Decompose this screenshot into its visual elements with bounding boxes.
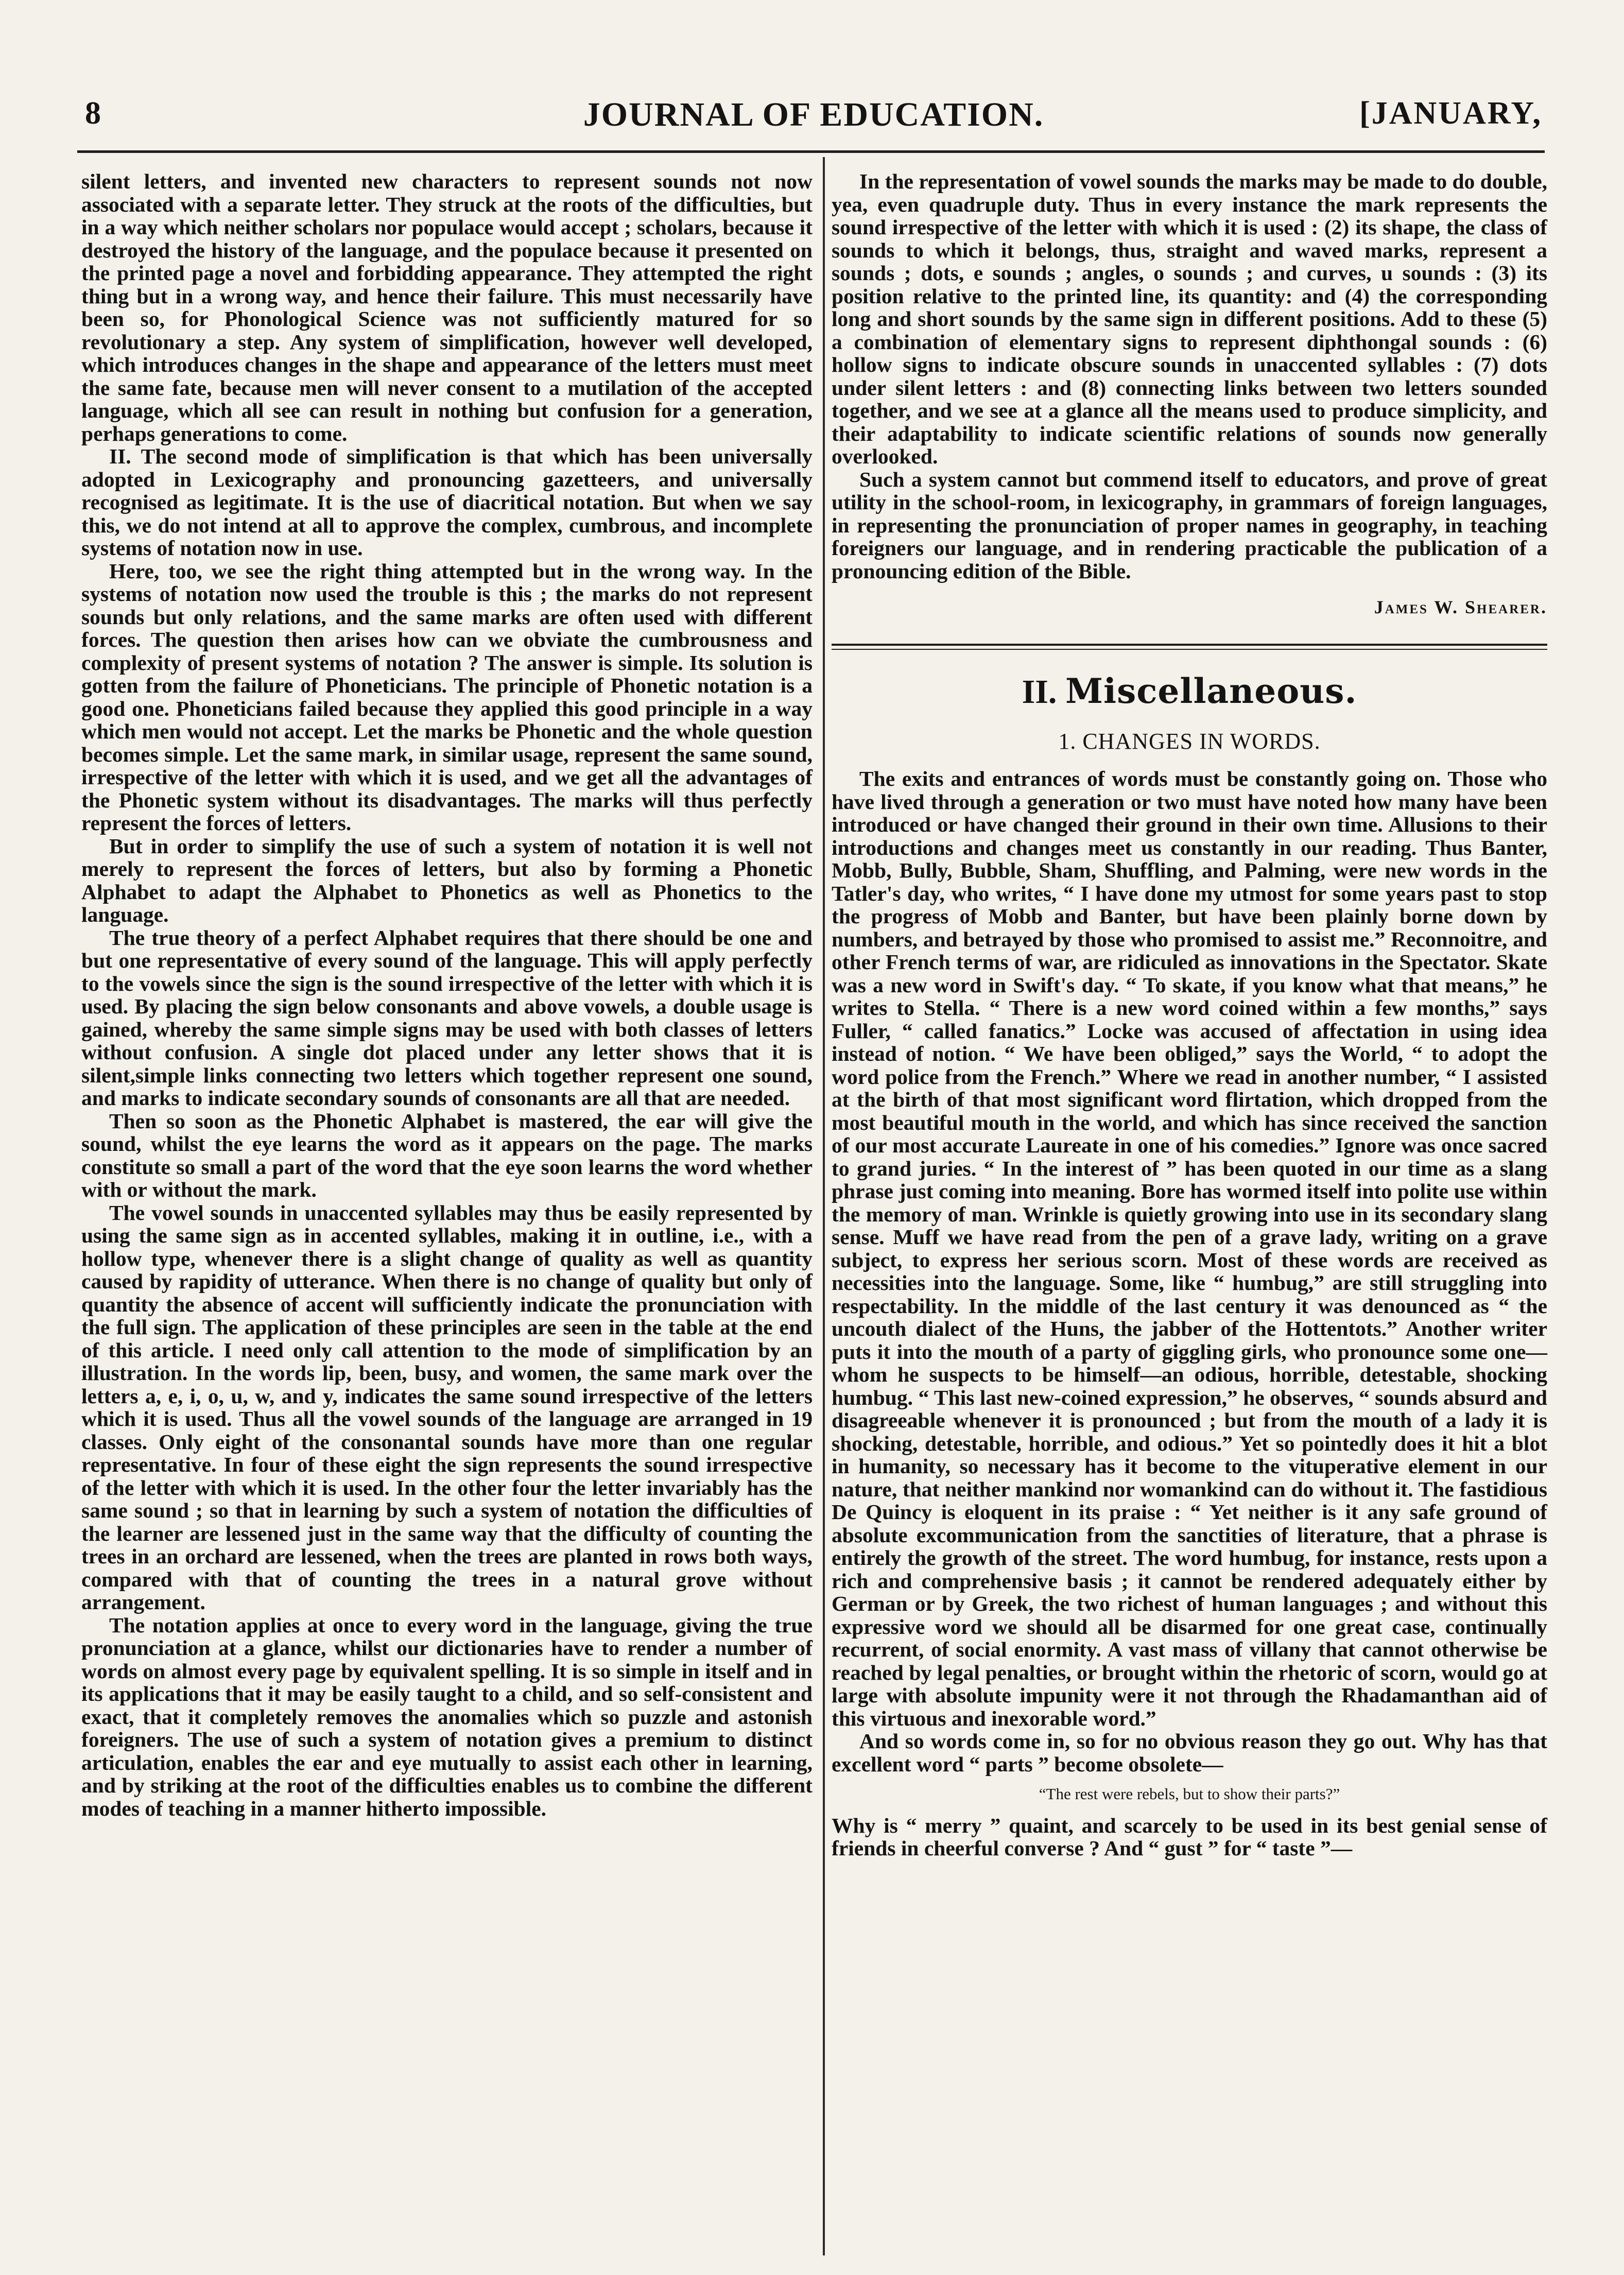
- header-rule: [77, 150, 1545, 153]
- subsection-heading: 1. CHANGES IN WORDS.: [1058, 728, 1321, 754]
- paragraph: II. The second mode of simplification is that which has been universally adopted in Lexicography and pronouncing gazetteers, and universally recognised as legitimate. It is the use of diacritical notation. But when we say this, we do not intend at all to approve the complex, cumbrous, and incomplete systems of notation now in use.: [81, 444, 813, 560]
- section-rule-thick: [832, 644, 1547, 646]
- section-number: II.: [1022, 673, 1057, 711]
- paragraph: The true theory of a perfect Alphabet requires that there should be one and but one representative of every sound of the language. This will apply perfectly to the vowels since the sign is the sound irrespective of the letter with which it is used. By placing the sign below consonants and above vowels, a double usage is gained, whereby the same simple signs may be used with both classes of letters without confusion. A single dot placed under any letter shows that it is silent,simple links connecting two letters which together represent one sound, and marks to indicate secondary sounds of consonants are all that are needed.: [81, 925, 813, 1110]
- paragraph: The exits and entrances of words must be constantly going on. Those who have lived through a generation or two must have noted how many have been introduced or have changed their ground in their own time. Allusions to their introductions and changes meet us constantly in our reading. Thus Banter, Mobb, Bully, Bubble, Sham, Shuffling, and Palming, were new words in the Tatler's day, who writes, “ I have done my utmost for some years past to stop the progress of Mobb and Banter, but have been plainly borne down by numbers, and betrayed by those who promised to assist me.” Reconnoitre, and other French terms of war, are ridiculed as innovations in the Spectator. Skate was a new word in Swift's day. “ To skate, if you know what that means,” he writes to Stella. “ There is a new word coined within a few months,” says Fuller, “ called fanatics.” Locke was accused of affectation in using idea instead of notion. “ We have been obliged,” says the World, “ to adopt the word police from the French.” Where we read in another number, “ I assisted at the birth of that most significant word flirtation, which dropped from the most beautiful mouth in the world, and which has since received the sanction of our most accurate Laureate in one of his comedies.” Ignore was once sacred to grand juries. “ In the interest of ” has been quoted in our time as a slang phrase just coming into meaning. Bore has wormed itself into polite use within the memory of man. Wrinkle is quietly growing into use in its secondary slang sense. Muff we have read from the pen of a grave lady, writing on a grave subject, to express her serious scorn. Most of these words are received as necessities into the language. Some, like “ humbug,” are still struggling into respectability. In the middle of the last century it was denounced as “ the uncouth dialect of the Huns, the jabber of the Hottentots.” Another writer puts it into the mouth of a party of giggling girls, who pronounce some one—whom he suspects to be himself—an odious, horrible, detestable, shocking humbug. “ This last new-coined expression,” he observes, “ sounds absurd and disagreeable whenever it is pronounced ; but from the mouth of a lady it is shocking, detestable, horrible, and odious.” Yet so pointedly does it hit a blot in humanity, so necessary has it become to the vituperative element in our nature, that neither mankind nor womankind can do without it. The fastidious De Quincy is eloquent in its praise : “ Yet neither is it any safe ground of absolute excommunication from the sanctities of literature, that a phrase is entirely the growth of the street. The word humbug, for instance, rests upon a rich and comprehensive basis ; it cannot be rendered adequately either by German or by Greek, the two richest of human languages ; and without this expressive word we should all be disarmed for one great case, continually recurrent, of social enormity. A vast mass of villany that cannot otherwise be reached by legal penalties, or brought within the rhetoric of scorn, would go at large with absolute impunity were it not through the Rhadamanthan aid of this virtuous and inexorable word.”: [832, 767, 1547, 1730]
- paragraph: silent letters, and invented new characters to represent sounds not now associated with a separate letter. They struck at the roots of the difficulties, but in a way which neither scholars nor populace would accept ; scholars, because it destroyed the history of the language, and the populace because it presented on the printed page a novel and forbidding appearance. They attempted the right thing but in a wrong way, and hence their failure. This must necessarily have been so, for Phonological Science was not sufficiently matured for so revolutionary a step. Any system of simplification, however well developed, which introduces changes in the shape and appearance of the letters must meet the same fate, because men will never consent to a mutilation of the accepted language, which all see can result in nothing but confusion for a generation, perhaps generations to come.: [81, 169, 813, 445]
- author-signature: James W. Shearer.: [1374, 597, 1547, 617]
- section-heading: [832, 670, 1547, 713]
- section-title: Miscellaneous.: [1065, 670, 1357, 711]
- paragraph: Why is “ merry ” quaint, and scarcely to be used in its best genial sense of friends in cheerful converse ? And “ gust ” for “ taste ”—: [832, 1813, 1547, 1860]
- paragraph: The notation applies at once to every word in the language, giving the true pronunciation at a glance, whilst our dictionaries have to render a number of words on almost every page by equivalent spelling. It is so simple in itself and in its applications that it may be easily taught to a child, and so self-consistent and exact, that it completely removes the anomalies which so puzzle and astonish foreigners. The use of such a system of notation gives a premium to distinct articulation, enables the ear and eye mutually to assist each other in learning, and by striking at the root of the difficulties enables us to combine the different modes of teaching in a manner hitherto impossible.: [81, 1613, 813, 1820]
- paragraph: Such a system cannot but commend itself to educators, and prove of great utility in the school-room, in lexicography, in grammars of foreign languages, in representing the pronunciation of proper names in geography, in teaching foreigners our language, and in rendering practicable the publication of a pronouncing edition of the Bible.: [832, 467, 1547, 583]
- journal-title: JOURNAL OF EDUCATION.: [583, 96, 1044, 133]
- section-rule-thin: [832, 649, 1547, 650]
- issue-month: [JANUARY,: [1359, 96, 1542, 131]
- paragraph: And so words come in, so for no obvious reason they go out. Why has that excellent word “ parts ” become obsolete—: [832, 1729, 1547, 1776]
- paragraph: The vowel sounds in unaccented syllables may thus be easily represented by using the same sign as in accented syllables, making it in outline, i.e., with a hollow type, whenever there is a slight change of quality as well as quantity caused by rapidity of utterance. When there is no change of quality but only of quantity the absence of accent will sufficiently indicate the pronunciation with the full sign. The application of these principles are seen in the table at the end of this article. I need only call attention to the mode of simplification by an illustration. In the words lip, been, busy, and women, the same mark over the letters a, e, i, o, u, w, and y, indicates the same sound irrespective of the letters which it is used. Thus all the vowel sounds of the language are arranged in 19 classes. Only eight of the consonantal sounds have more than one regular representative. In four of these eight the sign represents the sound irrespective of the letter with which it is used. In the other four the letter invariably has the same sound ; so that in learning by such a system of notation the difficulties of the learner are lessened just in the same way that the difficulty of counting the trees in an orchard are lessened, when the trees are planted in rows both ways, compared with that of counting the trees in a natural grove without arrangement.: [81, 1200, 813, 1614]
- paragraph: In the representation of vowel sounds the marks may be made to do double, yea, even quadruple duty. Thus in every instance the mark represents the sound irrespective of the letter with which it is used : (2) its shape, the class of sounds to which it belongs, thus, straight and waved marks, represent a sounds ; dots, e sounds ; angles, o sounds ; and curves, u sounds : (3) its position relative to the printed line, its quantity: and (4) the corresponding long and short sounds by the same sign in different positions. Add to these (5) a combination of elementary signs to represent diphthongal sounds : (6) hollow signs to indicate obscure sounds in unaccented syllables : (7) dots under silent letters : and (8) connecting links between two letters sounded together, and we see at a glance all the means used to produce simplicity, and their adaptability to indicate scientific relations of sounds now generally overlooked.: [832, 169, 1547, 468]
- verse-quote: “The rest were rebels, but to show their parts?”: [1039, 1785, 1340, 1803]
- left-column: [81, 170, 813, 1820]
- column-divider: [823, 157, 825, 2255]
- paragraph: Then so soon as the Phonetic Alphabet is mastered, the ear will give the sound, whilst the eye learns the word as it appears on the page. The marks constitute so small a part of the word that the eye soon learns the word whether with or without the mark.: [81, 1109, 813, 1201]
- paragraph: Here, too, we see the right thing attempted but in the wrong way. In the systems of notation now used the trouble is this ; the marks do not represent sounds but only relations, and the same marks are often used with different forces. The question then arises how can we obviate the cumbrousness and complexity of present systems of notation ? The answer is simple. Its solution is gotten from the failure of Phoneticians. The principle of Phonetic notation is a good one. Phoneticians failed because they applied this good principle in a way which men would not accept. Let the marks be Phonetic and the whole question becomes simple. Let the same mark, in similar usage, represent the same sound, irrespective of the letter with which it is used, and we get all the advantages of the Phonetic system without its disadvantages. The marks will thus perfectly represent the forces of letters.: [81, 559, 813, 835]
- paragraph: But in order to simplify the use of such a system of notation it is well not merely to represent the forces of letters, but also by forming a Phonetic Alphabet to adapt the Alphabet to Phonetics as well as Phonetics to the language.: [81, 834, 813, 926]
- right-column: [832, 170, 1547, 1860]
- page-number: 8: [85, 96, 101, 131]
- running-header: [85, 95, 1542, 142]
